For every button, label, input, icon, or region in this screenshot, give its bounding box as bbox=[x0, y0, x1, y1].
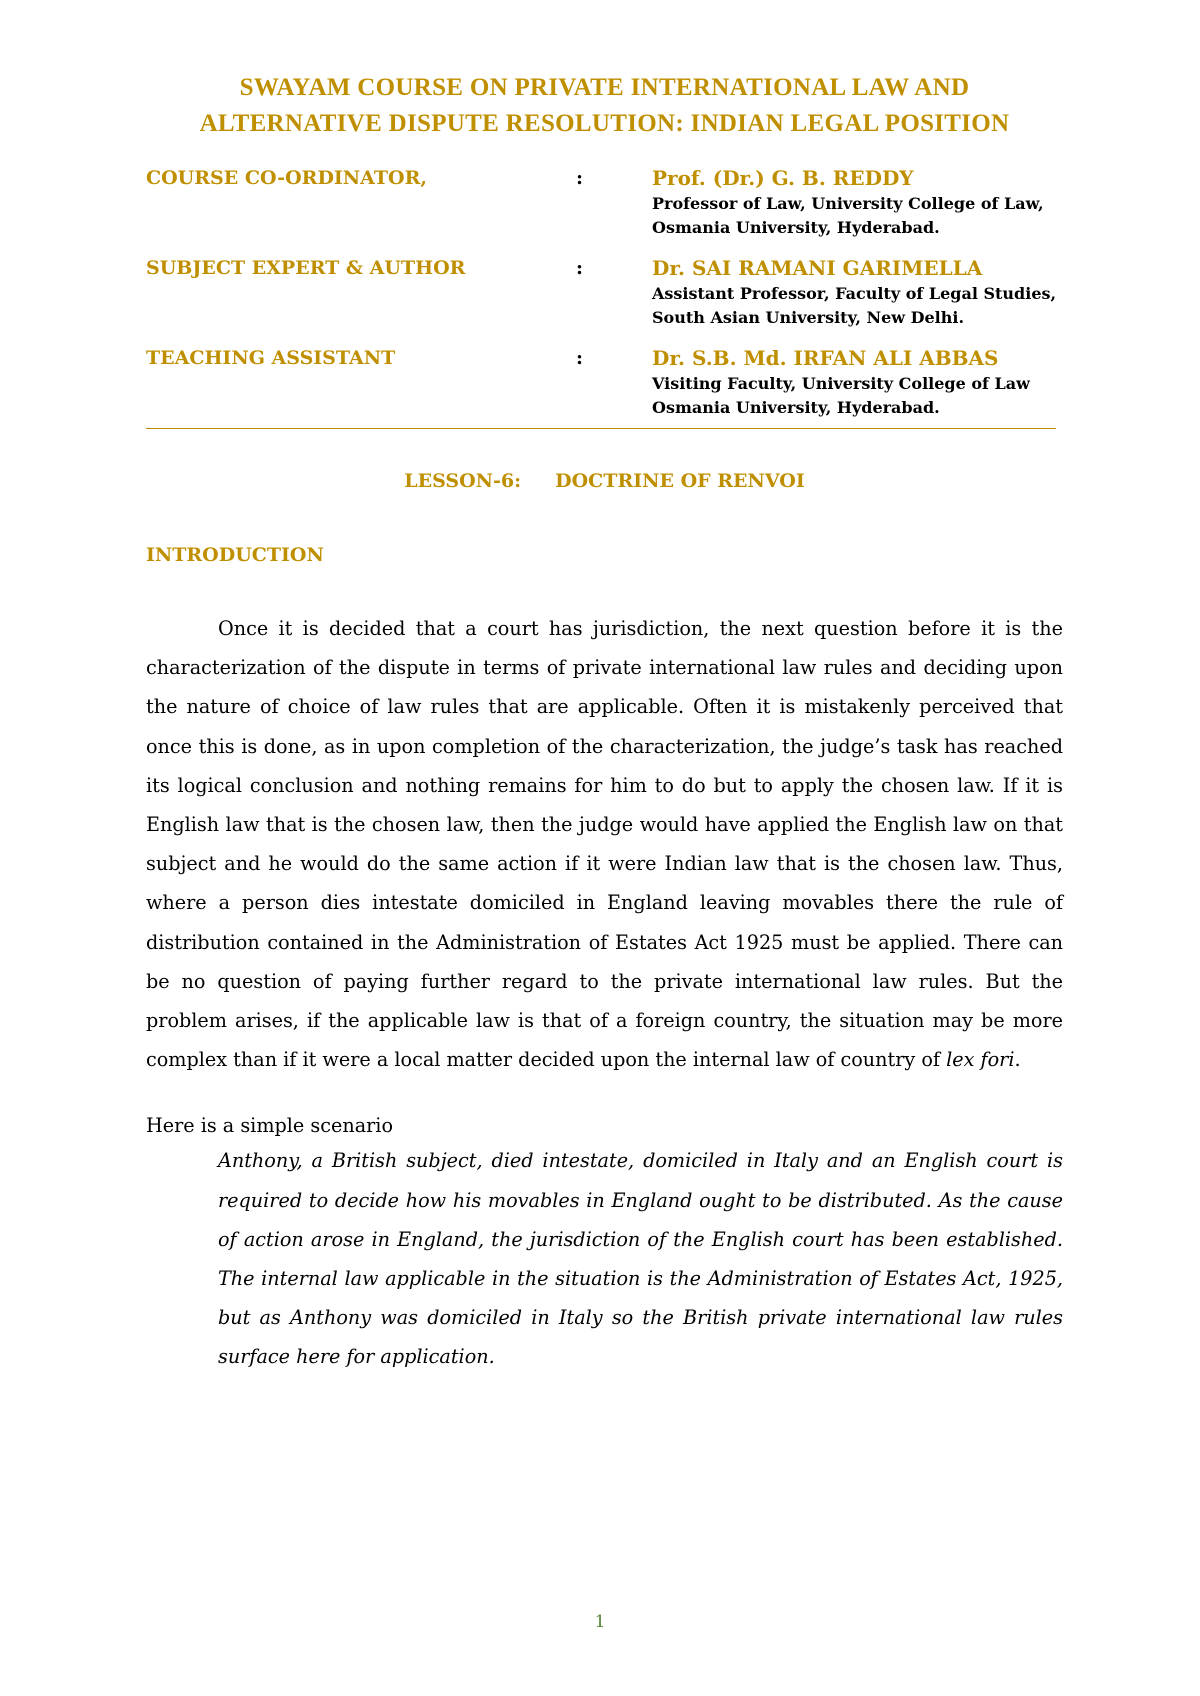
introduction-paragraph-text: Once it is decided that a court has jurisdiction, the next question before it is the characterization of the dispute in terms of private international law rules and deciding upon the nature of choice of law rules that are applicable. Often it is mistakenly perceived that once this is done, as in upon completion of the characterization, the judge’s task has reached its logical conclusion and nothing remains for him to do but to apply the chosen law. If it is English law that is the chosen law, then the judge would have applied the English law on that subject and he would do the same action if it were Indian law that is the chosen law. Thus, where a person dies intestate domiciled in England leaving movables there the rule of distribution contained in the Administration of Estates Act 1925 must be applied. There can be no question of paying further regard to the private international law rules. But the problem arises, if the applicable law is that of a foreign country, the situation may be more complex than if it were a local matter decided upon the internal law of country of bbox=[146, 617, 1063, 1072]
credit-colon: : bbox=[576, 347, 584, 369]
scenario-lead: Here is a simple scenario bbox=[146, 1114, 393, 1138]
credit-details bbox=[652, 254, 1063, 330]
credits-block bbox=[146, 164, 1063, 420]
credit-name: Prof. (Dr.) G. B. REDDY bbox=[652, 166, 914, 190]
credit-role: SUBJECT EXPERT & AUTHOR bbox=[146, 257, 466, 279]
credit-name: Dr. S.B. Md. IRFAN ALI ABBAS bbox=[652, 346, 999, 370]
credit-details bbox=[652, 344, 1063, 420]
credit-affiliation-line: Osmania University, Hyderabad. bbox=[652, 218, 940, 237]
credit-teaching-assistant bbox=[146, 344, 1063, 420]
credit-affiliation-line: Osmania University, Hyderabad. bbox=[652, 398, 940, 417]
credit-affiliation-line: South Asian University, New Delhi. bbox=[652, 308, 965, 327]
introduction-paragraph bbox=[146, 609, 1063, 1079]
credit-affiliation-line: Professor of Law, University College of Law, bbox=[652, 194, 1044, 213]
credit-subject-expert bbox=[146, 254, 1063, 330]
credit-colon: : bbox=[576, 167, 584, 189]
credit-role: COURSE CO-ORDINATOR, bbox=[146, 167, 427, 189]
header-divider bbox=[146, 428, 1056, 429]
introduction-paragraph-end: . bbox=[1014, 1048, 1021, 1072]
credit-details bbox=[652, 164, 1063, 240]
credit-colon: : bbox=[576, 257, 584, 279]
lex-fori-term: lex fori bbox=[946, 1048, 1015, 1072]
scenario-text: Anthony, a British subject, died intestate, domiciled in Italy and an English court is required to decide how his movables in England ought to be distributed. As the cause of action arose in England, the jurisdiction of the English court has been established. The internal law applicable in the situation is the Administration of Estates Act, 1925, but as Anthony was domiciled in Italy so the British private international law rules surface here for application. bbox=[218, 1149, 1063, 1369]
course-title bbox=[146, 70, 1063, 142]
course-title-line-2: ALTERNATIVE DISPUTE RESOLUTION: INDIAN LEGAL POSITION bbox=[199, 110, 1010, 137]
credit-role: TEACHING ASSISTANT bbox=[146, 347, 396, 369]
course-title-line-1: SWAYAM COURSE ON PRIVATE INTERNATIONAL LAW AND bbox=[239, 74, 970, 101]
credit-course-coordinator bbox=[146, 164, 1063, 240]
section-heading-introduction: INTRODUCTION bbox=[146, 544, 324, 566]
credit-affiliation-line: Visiting Faculty, University College of Law bbox=[652, 374, 1030, 393]
lesson-heading bbox=[146, 467, 1063, 495]
lesson-title: DOCTRINE OF RENVOI bbox=[555, 470, 805, 492]
page-number: 1 bbox=[594, 1612, 606, 1632]
credit-name: Dr. SAI RAMANI GARIMELLA bbox=[652, 256, 983, 280]
credit-affiliation-line: Assistant Professor, Faculty of Legal Studies, bbox=[652, 284, 1057, 303]
lesson-number: LESSON-6: bbox=[404, 470, 522, 492]
